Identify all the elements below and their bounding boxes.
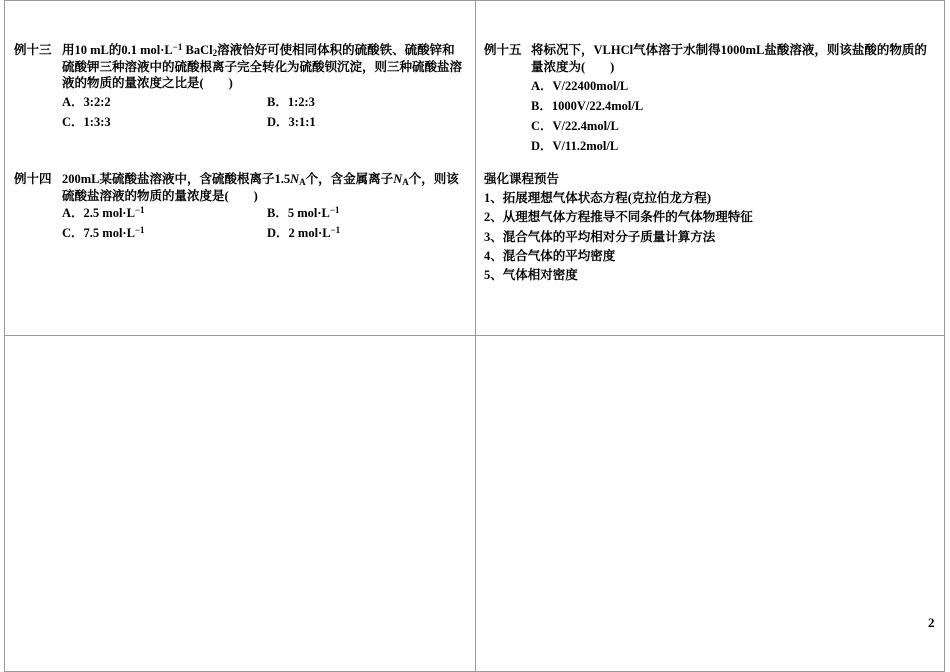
- example-14: [14, 171, 469, 251]
- example-13-option-a: A．3:2:2: [62, 95, 111, 109]
- example-15-option-b: B．1000V/22.4mol/L: [531, 99, 644, 113]
- example-14-label: 例十四: [14, 172, 52, 186]
- example-13-option-b: B．1:2:3: [267, 95, 315, 109]
- example-13-question: 用10 mL的0.1 $mol\cdot L^{-1}$ BaCl$_2$溶液恰好可使相同体积的硫酸铁、硫酸锌和硫酸钾三种溶液中的硫酸根离子完全转化为硫酸钡沉淀，则三种硫酸盐溶液的物质的量浓度之比是( ): [62, 42, 463, 90]
- bottom-right-panel: [475, 335, 945, 672]
- course-preview-item-5: 5、气体相对密度: [484, 268, 578, 283]
- example-14-option-d: D．2 $mol\cdot L^{-1}$: [267, 225, 341, 240]
- bottom-left-panel: [4, 335, 476, 672]
- course-preview-title: 强化课程预告: [484, 172, 560, 186]
- example-14-option-c: C．7.5 $mol\cdot L^{-1}$: [62, 225, 145, 240]
- example-14-option-a: A．2.5 $mol\cdot L^{-1}$: [62, 205, 145, 220]
- course-preview-item-3: 3、混合气体的平均相对分子质量计算方法: [484, 229, 716, 244]
- example-15-label: 例十五: [484, 43, 522, 57]
- course-preview-item-1: 1、拓展理想气体状态方程(克拉伯龙方程): [484, 191, 712, 206]
- page-number: 2: [928, 615, 935, 630]
- example-14-option-b: B．5 $mol\cdot L^{-1}$: [267, 205, 340, 220]
- example-14-question: 200mL某硫酸盐溶液中，含硫酸根离子$1.5N_A$个，含金属离子$N_A$个，则该硫酸盐溶液的物质的量浓度是( ): [62, 172, 459, 203]
- course-preview: [484, 170, 753, 285]
- example-15-option-c: C．V/22.4mol/L: [531, 119, 619, 133]
- course-preview-item-2: 2、从理想气体方程推导不同条件的气体物理特征: [484, 210, 753, 225]
- course-preview-item-4: 4、混合气体的平均密度: [484, 248, 616, 263]
- example-15-option-a: A．V/22400mol/L: [531, 79, 629, 93]
- example-13-label: 例十三: [14, 43, 52, 57]
- example-13-option-c: C．1:3:3: [62, 115, 111, 129]
- example-15-question: 将标况下，VLHCl气体溶于水制得1000mL盐酸溶液，则该盐酸的物质的量浓度为( ): [531, 43, 927, 74]
- example-15: [484, 42, 939, 152]
- example-15-option-d: D．V/11.2mol/L: [531, 139, 619, 153]
- example-13: [14, 42, 469, 132]
- example-13-option-d: D．3:1:1: [267, 115, 316, 129]
